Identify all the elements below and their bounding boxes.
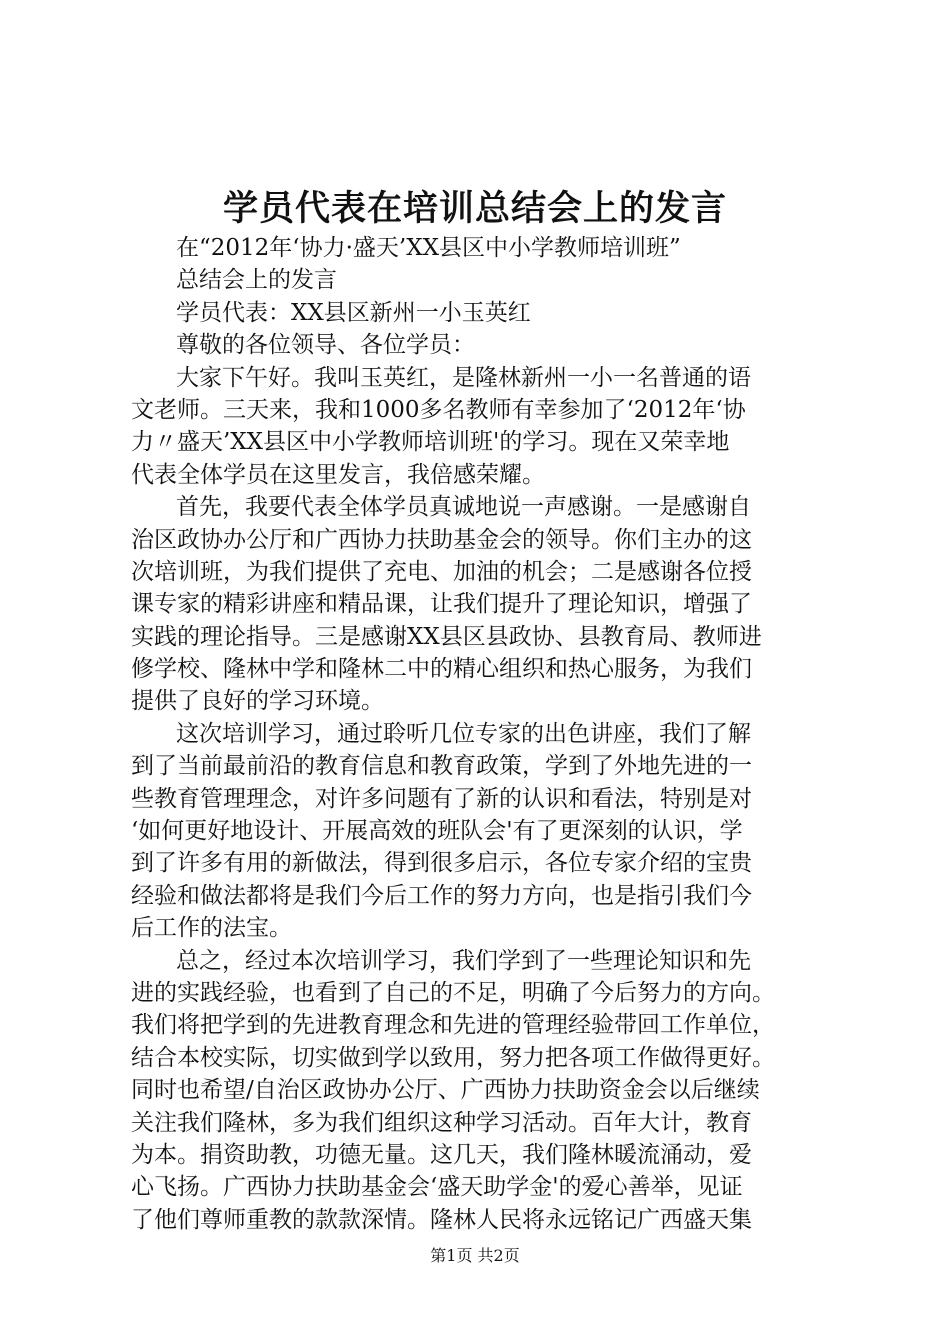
text-line: 些教育管理理念，对许多问题有了新的认识和看法，特别是对 xyxy=(131,785,752,812)
text-line: 代表全体学员在这里发言，我倍感荣耀。 xyxy=(131,461,545,488)
text-line: 这次培训学习，通过聆听几位专家的出色讲座，我们了解 xyxy=(176,720,751,747)
text-line: ‘如何更好地设计、开展高效的班队会'有了更深刻的认识，学 xyxy=(131,818,743,845)
text-line: 大家下午好。我叫玉英红，是隆林新州一小一名普通的语 xyxy=(176,364,751,391)
text-line: 经验和做法都将是我们今后工作的努力方向，也是指引我们今 xyxy=(131,882,752,909)
text-line: 首先，我要代表全体学员真诚地说一声感谢。一是感谢自 xyxy=(176,494,751,521)
text-line: 提供了良好的学习环境。 xyxy=(131,688,384,715)
text-line: 关注我们隆林，多为我们组织这种学习活动。百年大计，教育 xyxy=(131,1109,752,1136)
text-line: 心飞扬。广西协力扶助基金会‘盛天助学金'的爱心善举，见证 xyxy=(131,1174,743,1201)
text-line: 后工作的法宝。 xyxy=(131,915,292,942)
text-line: 总之，经过本次培训学习，我们学到了一些理论知识和先 xyxy=(176,947,751,974)
text-line: 为本。捐资助教，功德无量。这几天，我们隆林暖流涌动，爱 xyxy=(131,1141,752,1168)
text-line: 了他们尊师重教的款款深情。隆林人民将永远铭记广西盛天集 xyxy=(131,1206,752,1233)
text-line: 尊敬的各位领导、各位学员： xyxy=(176,332,475,359)
text-line: 学员代表：XX县区新州一小玉英红 xyxy=(176,299,531,326)
text-line: 实践的理论指导。三是感谢XX县区县政协、县教育局、教师进 xyxy=(131,623,762,650)
text-line: 总结会上的发言 xyxy=(176,267,337,294)
text-line: 修学校、隆林中学和隆林二中的精心组织和热心服务，为我们 xyxy=(131,656,752,683)
document-body xyxy=(131,232,829,1236)
text-line: 到了许多有用的新做法，得到很多启示，各位专家介绍的宝贵 xyxy=(131,850,752,877)
text-line: 同时也希望/自治区政协办公厅、广西协力扶助资金会以后继续 xyxy=(131,1077,760,1104)
text-line: 进的实践经验，也看到了自己的不足，明确了今后努力的方向。 xyxy=(131,979,775,1006)
text-line: 文老师。三天来，我和1000多名教师有幸参加了‘2012年‘协 xyxy=(131,396,746,423)
text-line: 力〃盛天’XX县区中小学教师培训班'的学习。现在又荣幸地 xyxy=(131,429,730,456)
text-line: 结合本校实际，切实做到学以致用，努力把各项工作做得更好。 xyxy=(131,1044,775,1071)
text-line: 次培训班，为我们提供了充电、加油的机会；二是感谢各位授 xyxy=(131,558,752,585)
text-line: 治区政协办公厅和广西协力扶助基金会的领导。你们主办的这 xyxy=(131,526,752,553)
text-line: 课专家的精彩讲座和精品课，让我们提升了理论知识，增强了 xyxy=(131,591,752,618)
text-line: 我们将把学到的先进教育理念和先进的管理经验带回工作单位， xyxy=(131,1012,775,1039)
document-title: 学员代表在培训总结会上的发言 xyxy=(222,189,727,229)
text-line: 到了当前最前沿的教育信息和教育政策，学到了外地先进的一 xyxy=(131,753,752,780)
text-line: 在“2012年‘协力·盛天’XX县区中小学教师培训班” xyxy=(176,235,681,261)
page-indicator: 第1页 共2页 xyxy=(430,1246,520,1265)
